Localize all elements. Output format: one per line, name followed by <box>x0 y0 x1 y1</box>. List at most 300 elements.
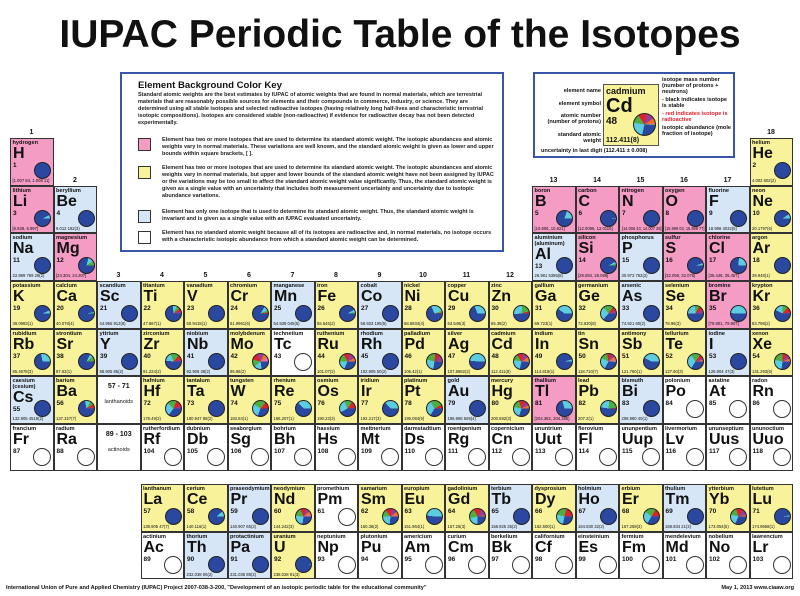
element-californium[interactable] <box>532 532 576 580</box>
element-silicon[interactable] <box>576 233 620 281</box>
atomic-number: 25 <box>274 305 282 312</box>
element-bohrium[interactable] <box>271 424 315 472</box>
atomic-number: 1 <box>13 162 17 169</box>
element-symbol: Tl <box>535 383 550 400</box>
standard-atomic-weight: 231.035 88(2) <box>230 571 257 577</box>
element-vanadium[interactable] <box>184 281 228 329</box>
element-ununtrium[interactable] <box>532 424 576 472</box>
element-nitrogen[interactable] <box>619 186 663 234</box>
isotope-abundance-pie <box>687 305 704 322</box>
element-name: neodymium <box>273 486 305 492</box>
atomic-number: 80 <box>491 400 499 407</box>
element-ruthenium[interactable] <box>315 329 359 377</box>
isotope-abundance-pie <box>338 448 356 466</box>
element-name: hassium <box>317 425 340 432</box>
element-silver[interactable] <box>445 329 489 377</box>
element-tin[interactable] <box>576 329 620 377</box>
isotope-abundance-pie <box>773 448 791 466</box>
element-chromium[interactable] <box>228 281 272 329</box>
atomic-number: 27 <box>361 305 369 312</box>
element-symbol: Cl <box>709 240 725 257</box>
element-seaborgium[interactable] <box>228 424 272 472</box>
element-copernicium[interactable] <box>489 424 533 472</box>
element-name: thulium <box>665 486 686 492</box>
atomic-number: 43 <box>274 352 282 360</box>
element-niobium[interactable] <box>184 329 228 377</box>
atomic-number: 60 <box>274 508 282 515</box>
element-name: arsenic <box>621 283 642 289</box>
element-ununoctium[interactable] <box>750 424 794 472</box>
element-xenon[interactable] <box>750 329 794 377</box>
atomic-number: 32 <box>578 305 586 312</box>
element-zirconium[interactable] <box>141 329 185 377</box>
element-arsenic[interactable] <box>619 281 663 329</box>
isotope-abundance-pie <box>78 305 95 322</box>
element-thorium[interactable] <box>184 532 228 580</box>
element-sodium[interactable] <box>10 233 54 281</box>
element-name: antimony <box>621 330 647 337</box>
element-name: erbium <box>621 486 641 492</box>
standard-atomic-weight: 88.905 85(2) <box>99 368 124 374</box>
element-boron[interactable] <box>532 186 576 234</box>
element-name: tantalum <box>186 378 210 384</box>
element-name: krypton <box>752 283 773 289</box>
standard-atomic-weight: 132.905 4519(2) <box>12 416 44 421</box>
standard-atomic-weight: [1.007 84, 1.008 11] <box>12 178 50 183</box>
element-lawrencium[interactable] <box>750 532 794 580</box>
standard-atomic-weight: 183.84(1) <box>230 416 248 421</box>
element-rhenium[interactable] <box>271 376 315 424</box>
element-symbol: Lu <box>752 491 773 508</box>
element-einsteinium[interactable] <box>576 532 620 580</box>
standard-atomic-weight: 58.933 195(5) <box>360 321 387 326</box>
element-darmstadtium[interactable] <box>402 424 446 472</box>
element-symbol: Mo <box>230 335 254 353</box>
element-symbol: Fm <box>622 538 646 556</box>
atomic-number: 77 <box>361 400 369 407</box>
example-name: cadmium <box>606 86 646 96</box>
element-name: holmium <box>578 486 602 492</box>
example-legend-box <box>533 72 735 158</box>
isotope-abundance-pie <box>294 353 312 371</box>
element-platinum[interactable] <box>402 376 446 424</box>
element-symbol: Ni <box>404 288 421 305</box>
element-symbol: Cs <box>13 389 34 406</box>
atomic-number: 52 <box>665 352 673 360</box>
element-samarium[interactable] <box>358 484 402 532</box>
isotope-abundance-pie <box>774 257 791 274</box>
element-indium[interactable] <box>532 329 576 377</box>
standard-atomic-weight: 30.973 762(2) <box>621 273 648 278</box>
element-symbol: Ir <box>361 383 372 400</box>
element-tantalum[interactable] <box>184 376 228 424</box>
atomic-number: 97 <box>491 555 499 563</box>
atomic-number: 102 <box>709 555 720 563</box>
element-antimony[interactable] <box>619 329 663 377</box>
element-holmium[interactable] <box>576 484 620 532</box>
standard-atomic-weight: 126.904 47(3) <box>708 368 735 374</box>
element-symbol: Am <box>404 538 431 556</box>
isotope-abundance-pie <box>426 508 443 525</box>
label-isotopic-abundance: isotopic abundance (mole fraction of isotope) <box>662 125 731 137</box>
atomic-number: 11 <box>13 257 20 264</box>
element-barium[interactable] <box>54 376 98 424</box>
element-name: uranium <box>273 533 296 540</box>
element-americium[interactable] <box>402 532 446 580</box>
atomic-number: 31 <box>535 305 543 312</box>
element-berkelium[interactable] <box>489 532 533 580</box>
element-meitnerium[interactable] <box>358 424 402 472</box>
element-symbol: Uut <box>535 430 562 448</box>
standard-atomic-weight: 51.9961(6) <box>230 321 251 326</box>
blue-swatch <box>138 210 151 223</box>
element-symbol: Ar <box>752 240 771 257</box>
atomic-number: 64 <box>448 508 456 515</box>
element-ytterbium[interactable] <box>706 484 750 532</box>
atomic-number: 91 <box>230 555 238 563</box>
standard-atomic-weight: 78.96(3) <box>665 321 681 326</box>
footer-date-url: May 1, 2013 www.ciaaw.org <box>721 585 794 591</box>
isotope-abundance-pie <box>512 448 530 466</box>
element-aluminium[interactable] <box>532 233 576 281</box>
element-manganese[interactable] <box>271 281 315 329</box>
standard-atomic-weight: 39.948(1) <box>752 273 770 278</box>
element-name: phosphorus <box>621 235 654 241</box>
element-erbium[interactable] <box>619 484 663 532</box>
isotope-abundance-pie <box>774 305 791 322</box>
element-thallium[interactable] <box>532 376 576 424</box>
element-zinc[interactable] <box>489 281 533 329</box>
isotope-abundance-pie <box>381 556 399 574</box>
element-iridium[interactable] <box>358 376 402 424</box>
element-name: neptunium <box>317 533 346 540</box>
element-symbol: Ne <box>752 192 773 210</box>
element-name: hafnium <box>143 378 165 384</box>
element-gold[interactable] <box>445 376 489 424</box>
atomic-number: 44 <box>317 352 325 360</box>
element-symbol: F <box>709 192 719 210</box>
element-tungsten[interactable] <box>228 376 272 424</box>
atomic-number: 35 <box>709 305 717 312</box>
element-argon[interactable] <box>750 233 794 281</box>
atomic-number: 24 <box>230 305 238 312</box>
element-terbium[interactable] <box>489 484 533 532</box>
atomic-number: 38 <box>56 352 64 360</box>
label-red-radioactive: - red indicates isotope is radioactive <box>662 111 728 123</box>
element-gallium[interactable] <box>532 281 576 329</box>
element-neptunium[interactable] <box>315 532 359 580</box>
element-radon[interactable] <box>750 376 794 424</box>
atomic-number: 3 <box>13 209 17 217</box>
atomic-number: 34 <box>665 305 673 312</box>
element-lutetium[interactable] <box>750 484 794 532</box>
element-name: einsteinium <box>578 533 610 540</box>
element-symbol: Rn <box>752 383 774 400</box>
element-name: hydrogen <box>12 140 38 146</box>
element-scandium[interactable] <box>97 281 141 329</box>
example-isotope-pie <box>633 113 656 136</box>
atomic-number: 29 <box>448 305 456 312</box>
atomic-number: 101 <box>665 555 677 563</box>
element-name: thorium <box>186 533 208 540</box>
element-gadolinium[interactable] <box>445 484 489 532</box>
element-astatine[interactable] <box>706 376 750 424</box>
atomic-number: 69 <box>665 508 673 515</box>
element-dysprosium[interactable] <box>532 484 576 532</box>
isotope-abundance-pie <box>164 556 182 574</box>
group-number: 13 <box>549 176 558 184</box>
element-bromine[interactable] <box>706 281 750 329</box>
isotope-abundance-pie <box>556 400 573 417</box>
standard-atomic-weight: 39.0983(1) <box>12 321 33 326</box>
element-name: lanthanum <box>143 486 172 492</box>
atomic-number: 83 <box>622 400 630 407</box>
element-lanthanum[interactable] <box>141 484 185 532</box>
element-tellurium[interactable] <box>663 329 707 377</box>
isotope-abundance-pie <box>164 448 182 466</box>
element-symbol: Tb <box>491 491 512 508</box>
element-magnesium[interactable] <box>54 233 98 281</box>
element-krypton[interactable] <box>750 281 794 329</box>
element-cobalt[interactable] <box>358 281 402 329</box>
element-symbol: Sb <box>622 335 643 353</box>
element-selenium[interactable] <box>663 281 707 329</box>
element-europium[interactable] <box>402 484 446 532</box>
element-fluorine[interactable] <box>706 186 750 234</box>
isotope-abundance-pie <box>556 257 573 274</box>
group-number: 1 <box>29 129 34 136</box>
element-symbol: Tc <box>274 335 292 353</box>
label-atomic-number: atomic number (number of protons) <box>547 113 601 125</box>
atomic-number: 5 <box>535 209 539 217</box>
element-actinium[interactable] <box>141 532 185 580</box>
standard-atomic-weight: 208.980 40(1) <box>621 416 648 421</box>
element-iron[interactable] <box>315 281 359 329</box>
element-lead[interactable] <box>576 376 620 424</box>
element-bismuth[interactable] <box>619 376 663 424</box>
element-copper[interactable] <box>445 281 489 329</box>
element-symbol: Os <box>317 383 339 400</box>
element-hydrogen[interactable] <box>10 138 54 186</box>
element-name: meitnerium <box>360 425 391 432</box>
element-name: cobalt <box>360 283 377 289</box>
atomic-number: 106 <box>230 447 242 455</box>
atomic-number: 22 <box>143 305 151 312</box>
element-rhodium[interactable] <box>358 329 402 377</box>
element-polonium[interactable] <box>663 376 707 424</box>
element-yttrium[interactable] <box>97 329 141 377</box>
element-symbol: Bi <box>622 383 638 400</box>
isotope-abundance-pie <box>121 305 138 322</box>
label-standard-weight: standard atomic weight <box>557 132 601 144</box>
element-radium[interactable] <box>54 424 98 472</box>
element-rubidium[interactable] <box>10 329 54 377</box>
example-symbol: Cd <box>606 95 633 117</box>
standard-atomic-weight: [10.806, 10.821] <box>534 225 565 231</box>
element-hafnium[interactable] <box>141 376 185 424</box>
element-cerium[interactable] <box>184 484 228 532</box>
element-osmium[interactable] <box>315 376 359 424</box>
element-rutherfordium[interactable] <box>141 424 185 472</box>
atomic-number: 21 <box>100 305 108 312</box>
isotope-abundance-pie <box>34 353 51 370</box>
element-name: helium <box>752 140 771 146</box>
atomic-number: 51 <box>622 352 630 360</box>
element-symbol: Rb <box>13 335 35 353</box>
element-strontium[interactable] <box>54 329 98 377</box>
element-name: ununpentium <box>621 425 657 432</box>
yellow-swatch <box>138 166 151 179</box>
element-nickel[interactable] <box>402 281 446 329</box>
element-name: mercury <box>491 378 514 384</box>
element-livermorium[interactable] <box>663 424 707 472</box>
isotope-abundance-pie <box>643 257 660 274</box>
isotope-abundance-pie <box>382 353 399 370</box>
element-name: dysprosium <box>534 486 567 492</box>
element-beryllium[interactable] <box>54 186 98 234</box>
atomic-number: 18 <box>752 257 760 264</box>
atomic-number: 6 <box>578 209 583 217</box>
element-mendelevium[interactable] <box>663 532 707 580</box>
element-caesium[interactable] <box>10 376 54 424</box>
element-symbol: Tm <box>665 491 690 508</box>
element-name: neon <box>752 187 766 194</box>
group-number: 9 <box>377 272 382 279</box>
isotope-abundance-pie <box>78 210 95 227</box>
element-name: copernicium <box>491 425 525 432</box>
element-symbol: Si <box>578 240 594 257</box>
group-number: 18 <box>767 129 775 136</box>
element-name: ununseptium <box>708 425 744 432</box>
element-name: seaborgium <box>230 425 262 432</box>
element-name: tungsten <box>230 378 254 384</box>
element-neon[interactable] <box>750 186 794 234</box>
element-promethium[interactable] <box>315 484 359 532</box>
element-palladium[interactable] <box>402 329 446 377</box>
standard-atomic-weight: 101.07(2) <box>317 368 335 374</box>
element-symbol: Pd <box>404 335 425 353</box>
element-roentgenium[interactable] <box>445 424 489 472</box>
isotope-abundance-pie <box>208 353 225 370</box>
range-label: 57 - 71 <box>107 383 130 390</box>
isotope-abundance-pie <box>165 305 182 322</box>
element-name: chlorine <box>708 235 731 241</box>
element-name: iodine <box>708 330 725 337</box>
element-symbol: Np <box>317 538 339 556</box>
element-flerovium[interactable] <box>576 424 620 472</box>
element-mercury[interactable] <box>489 376 533 424</box>
element-plutonium[interactable] <box>358 532 402 580</box>
element-helium[interactable] <box>750 138 794 186</box>
element-symbol: Nd <box>274 491 296 508</box>
standard-atomic-weight: 9.012 182(3) <box>56 225 80 231</box>
element-name: zinc <box>491 283 502 289</box>
element-name: ununtrium <box>534 425 563 432</box>
element-iodine[interactable] <box>706 329 750 377</box>
isotope-abundance-pie <box>687 353 704 370</box>
actinoids-placeholder <box>97 424 141 472</box>
element-name: berkelium <box>491 533 518 540</box>
atomic-number: 13 <box>535 263 543 270</box>
isotope-abundance-pie <box>339 353 356 370</box>
element-symbol: Db <box>187 430 209 448</box>
element-potassium[interactable] <box>10 281 54 329</box>
element-phosphorus[interactable] <box>619 233 663 281</box>
element-symbol: Gd <box>448 491 471 508</box>
element-lithium[interactable] <box>10 186 54 234</box>
element-fermium[interactable] <box>619 532 663 580</box>
isotope-abundance-pie <box>556 353 573 370</box>
atomic-number: 85 <box>709 400 717 407</box>
element-name: vanadium <box>186 283 213 289</box>
element-molybdenum[interactable] <box>228 329 272 377</box>
element-praseodymium[interactable] <box>228 484 272 532</box>
element-nobelium[interactable] <box>706 532 750 580</box>
element-thulium[interactable] <box>663 484 707 532</box>
element-calcium[interactable] <box>54 281 98 329</box>
atomic-number: 37 <box>13 352 21 360</box>
element-oxygen[interactable] <box>663 186 707 234</box>
standard-atomic-weight: 40.078(4) <box>56 321 74 326</box>
element-carbon[interactable] <box>576 186 620 234</box>
isotope-abundance-pie <box>687 210 704 227</box>
element-name: bohrium <box>273 425 296 432</box>
element-symbol: Cm <box>448 538 474 556</box>
element-titanium[interactable] <box>141 281 185 329</box>
element-germanium[interactable] <box>576 281 620 329</box>
element-name: iridium <box>360 378 380 384</box>
atomic-number: 14 <box>578 257 586 264</box>
standard-atomic-weight: 65.38(2) <box>491 321 507 326</box>
white-swatch <box>138 231 151 244</box>
atomic-number: 104 <box>143 447 155 455</box>
standard-atomic-weight: 114.818(1) <box>534 368 555 374</box>
element-curium[interactable] <box>445 532 489 580</box>
group-number: 15 <box>636 176 645 184</box>
isotope-abundance-pie <box>33 448 51 466</box>
example-weight: 112.411(8) <box>606 137 640 144</box>
isotope-abundance-pie <box>165 508 182 525</box>
standard-atomic-weight: 164.930 32(2) <box>578 524 605 529</box>
standard-atomic-weight: 87.62(1) <box>56 368 72 374</box>
element-uranium[interactable] <box>271 532 315 580</box>
element-symbol: P <box>622 240 633 257</box>
atomic-number: 109 <box>361 447 372 455</box>
element-dubnium[interactable] <box>184 424 228 472</box>
element-symbol: Md <box>665 538 689 556</box>
group-number: 4 <box>160 272 164 279</box>
isotope-abundance-pie <box>687 257 704 274</box>
element-technetium[interactable] <box>271 329 315 377</box>
element-protactinium[interactable] <box>228 532 272 580</box>
element-name: nobelium <box>708 533 734 540</box>
series-label: actinoids <box>107 446 130 453</box>
element-hassium[interactable] <box>315 424 359 472</box>
element-ununseptium[interactable] <box>706 424 750 472</box>
element-ununpentium[interactable] <box>619 424 663 472</box>
element-name: aluminium (aluminum) <box>534 235 565 247</box>
element-neodymium[interactable] <box>271 484 315 532</box>
element-cadmium[interactable] <box>489 329 533 377</box>
element-symbol: Al <box>535 246 551 263</box>
element-chlorine[interactable] <box>706 233 750 281</box>
isotope-abundance-pie <box>729 400 747 418</box>
element-symbol: K <box>13 288 25 305</box>
element-francium[interactable] <box>10 424 54 472</box>
element-sulfur[interactable] <box>663 233 707 281</box>
element-name: polonium <box>665 378 691 384</box>
atomic-number: 68 <box>622 508 630 515</box>
